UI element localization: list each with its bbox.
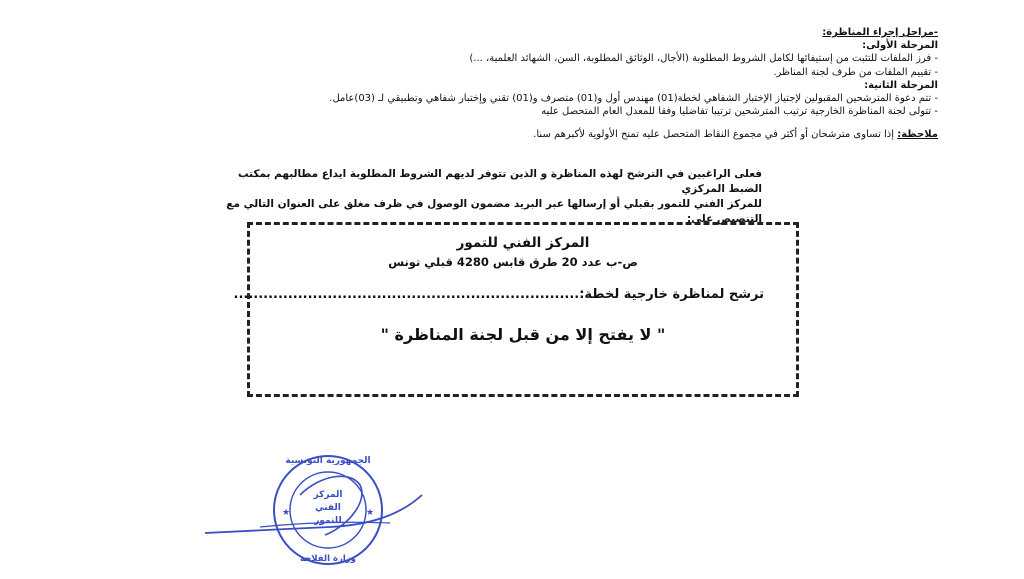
stamp-icon [200,455,430,575]
procedure-heading: -مراحل إجراء المناظرة: [822,27,938,38]
stamp-inner-line: الفني [315,503,341,513]
envelope-address-box [233,222,799,397]
center-address: ص-ب عدد 20 طرق قابس 4280 قبلي تونس [388,255,638,269]
stamp-bottom-text: وزارة الفلاحة [300,554,356,564]
submission-instructions [202,167,762,227]
stamp-star-icon: ★ [282,508,291,518]
stage2-item: - تتم دعوة المترشحين المقبولين لإجتياز الإختبار الشفاهي لخطة(01) مهندس أول و(01) متصرف و(01) تقني وإختبار شفاهي وتطبيقي لـ (03)عامل. [329,93,938,105]
stage1-item: - فرز الملفات للتثبت من إستيفائها لكامل الشروط المطلوبة (الأجال، الوثائق المطلوبة، السن، الشهائد العلمية، ...) [469,53,938,65]
stage2-title: المرحلة الثانية: [864,79,938,91]
stamp-star-icon: ★ [366,508,375,518]
note-label: ملاحظة: [897,129,938,141]
stage1-title: المرحلة الأولى: [862,40,938,52]
official-stamp-signature [200,455,430,575]
center-name: المركز الفني للتمور [456,235,590,251]
stamp-inner-line: المركز [313,490,343,500]
stage2-item: - تتولى لجنة المناظرة الخارجية ترتيب المترشحين ترتيبا تفاضليا وفقا للمعدل العام المتحصل عليه [541,106,938,118]
note-text: إذا تساوى مترشحان أو أكثر في مجموع النقاط المتحصل عليه تمنح الأولوية لأكبرهم سنا. [533,129,898,141]
application-label: ترشح لمناظرة خارجية لخطة: [579,287,764,302]
application-line [233,287,764,302]
instructions-line: للمركز الفني للتمور بقبلي أو إرسالها عبر البريد مضمون الوصول في ظرف مغلق على العنوان التالي مع التنصيص على: [226,198,762,225]
do-not-open-notice: " لا يفتح إلا من قبل لجنة المناظرة " [380,325,666,344]
stage1-item: - تقييم الملفات من طرف لجنة المناظر. [773,66,938,78]
competition-procedure-section [78,26,938,142]
stamp-inner-line: للتمور [314,516,342,526]
instructions-line: فعلى الراغبين في الترشح لهذه المناظرة و الذين تتوفر لديهم الشروط المطلوبة ايداع مطالبهم بمكتب الضبط المركزي [237,168,762,195]
note-line [78,128,938,141]
stamp-outer-text: الجمهورية التونسية [285,456,371,466]
application-blank: ...................................................................... [233,287,580,302]
